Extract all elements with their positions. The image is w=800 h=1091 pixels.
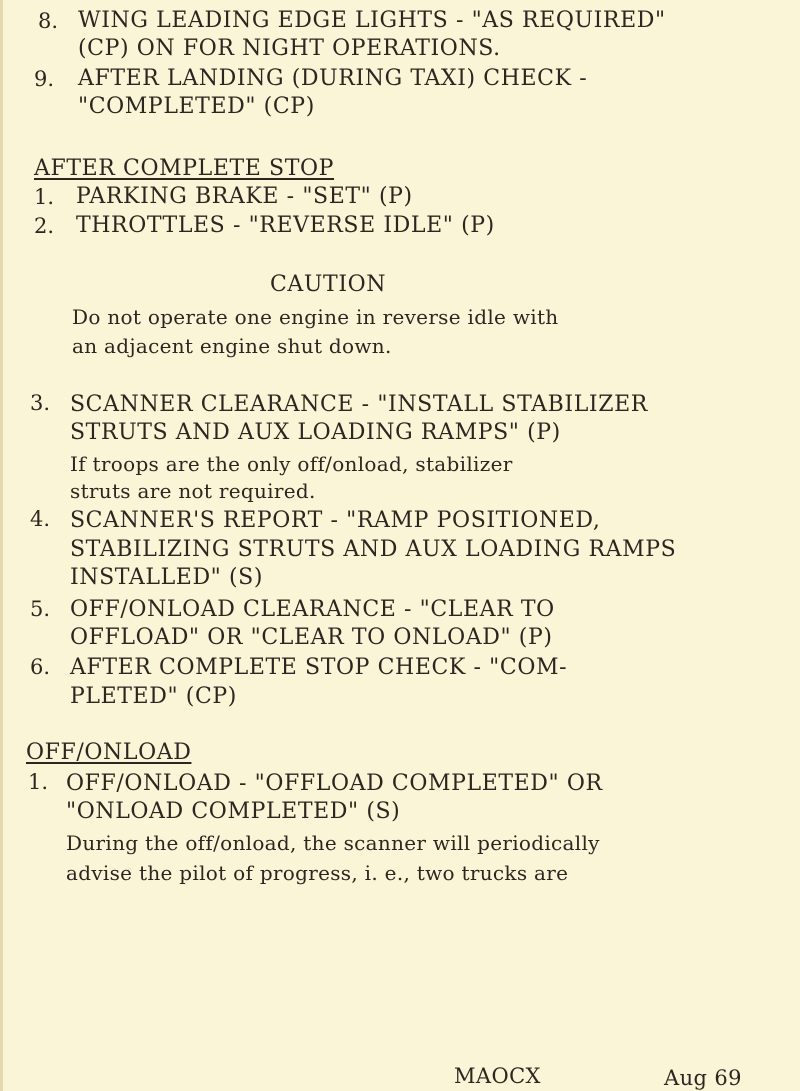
item-text-line: AFTER LANDING (DURING TAXI) CHECK - <box>78 66 588 91</box>
item-text-line: SCANNER CLEARANCE - "INSTALL STABILIZER <box>70 392 648 417</box>
item-number: 6. <box>30 655 51 679</box>
item-text-line: SCANNER'S REPORT - "RAMP POSITIONED, <box>70 508 601 533</box>
item-number: 8. <box>38 9 59 33</box>
item-number: 2. <box>34 214 55 238</box>
caution-title: CAUTION <box>270 272 387 297</box>
item-text-line: "ONLOAD COMPLETED" (S) <box>66 799 401 824</box>
item-number: 9. <box>34 67 55 91</box>
item-text-line: WING LEADING EDGE LIGHTS - "AS REQUIRED" <box>78 8 666 33</box>
item-text-line: (CP) ON FOR NIGHT OPERATIONS. <box>78 36 501 61</box>
item-text-line: OFF/ONLOAD CLEARANCE - "CLEAR TO <box>70 597 555 622</box>
section-heading: OFF/ONLOAD <box>26 740 192 765</box>
item-text-line: OFF/ONLOAD - "OFFLOAD COMPLETED" OR <box>66 771 603 796</box>
page-edge <box>0 0 3 1091</box>
document-code: MAOCX <box>454 1064 541 1088</box>
item-note-line: struts are not required. <box>70 479 316 503</box>
item-note-line: If troops are the only off/onload, stabilizer <box>70 452 513 476</box>
document-date: Aug 69 <box>664 1066 742 1090</box>
item-text-line: INSTALLED" (S) <box>70 565 264 590</box>
item-number: 1. <box>28 770 49 794</box>
section-heading: AFTER COMPLETE STOP <box>34 156 335 181</box>
item-text-line: PLETED" (CP) <box>70 684 237 709</box>
item-text-line: THROTTLES - "REVERSE IDLE" (P) <box>76 213 495 238</box>
item-number: 4. <box>30 507 51 531</box>
item-number: 3. <box>30 391 51 415</box>
caution-text-line: an adjacent engine shut down. <box>72 334 392 358</box>
item-text-line: AFTER COMPLETE STOP CHECK - "COM- <box>70 655 568 680</box>
item-number: 5. <box>30 597 51 621</box>
caution-text-line: Do not operate one engine in reverse idle with <box>72 305 559 329</box>
item-note-line: advise the pilot of progress, i. e., two trucks are <box>66 861 569 885</box>
item-text-line: STABILIZING STRUTS AND AUX LOADING RAMPS <box>70 537 677 562</box>
item-text-line: OFFLOAD" OR "CLEAR TO ONLOAD" (P) <box>70 625 553 650</box>
item-text-line: PARKING BRAKE - "SET" (P) <box>76 184 413 209</box>
item-note-line: During the off/onload, the scanner will periodically <box>66 831 600 855</box>
item-number: 1. <box>34 185 55 209</box>
item-text-line: STRUTS AND AUX LOADING RAMPS" (P) <box>70 420 561 445</box>
item-text-line: "COMPLETED" (CP) <box>78 94 315 119</box>
